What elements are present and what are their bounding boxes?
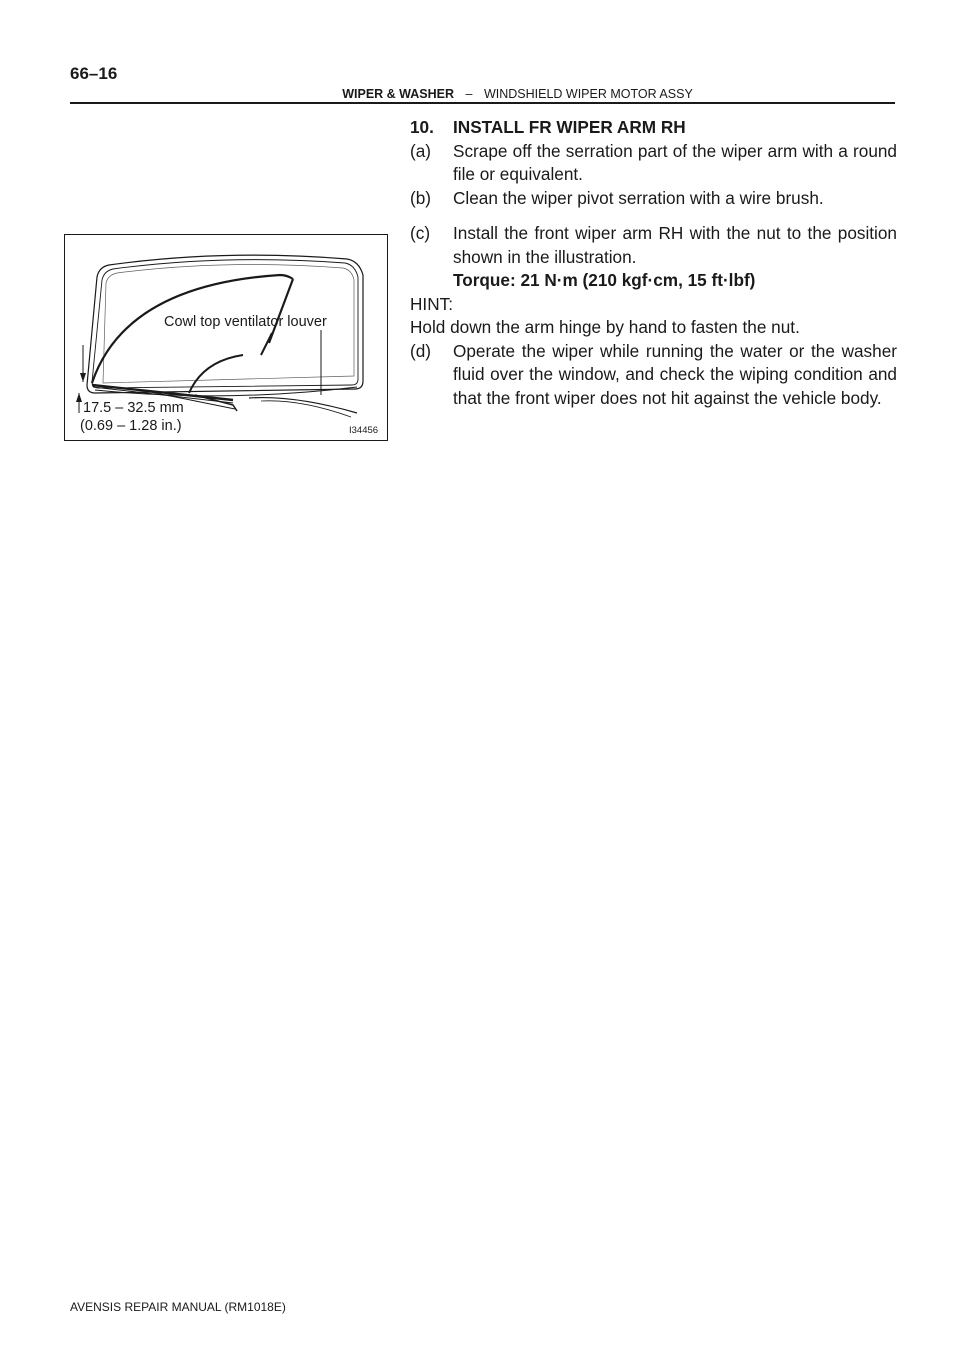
substep-label: (a) bbox=[410, 140, 432, 161]
page-number: 66–16 bbox=[70, 64, 118, 83]
substep-text: Clean the wiper pivot serration with a wire brush. bbox=[453, 187, 824, 208]
arrow-down-icon bbox=[80, 373, 86, 382]
substep-c bbox=[410, 222, 897, 269]
substep-a bbox=[410, 140, 897, 187]
substep-label: (c) bbox=[410, 223, 431, 243]
hint-label: HINT: bbox=[410, 293, 453, 314]
procedure-text bbox=[410, 116, 897, 410]
footer-manual-id: AVENSIS REPAIR MANUAL (RM1018E) bbox=[70, 1300, 286, 1314]
subsection-title: WINDSHIELD WIPER MOTOR ASSY bbox=[483, 87, 693, 101]
louver-label: Cowl top ventilator louver bbox=[164, 314, 327, 330]
substep-d bbox=[410, 340, 897, 411]
wiper-arm-illustration bbox=[64, 234, 388, 441]
step-heading bbox=[410, 116, 897, 140]
dimension-in: (0.69 – 1.28 in.) bbox=[80, 418, 182, 434]
step-number: 10. bbox=[410, 117, 434, 137]
section-title: WIPER & WASHER bbox=[342, 87, 455, 101]
step-title: INSTALL FR WIPER ARM RH bbox=[453, 117, 686, 137]
substep-text: Operate the wiper while running the water or the washer fluid over the window, and check the wiping condition and that the front wiper does not hit against the vehicle body. bbox=[453, 340, 897, 408]
hint-text: Hold down the arm hinge by hand to fasten the nut. bbox=[410, 317, 800, 337]
torque-spec: Torque: 21 N·m (210 kgf·cm, 15 ft·lbf) bbox=[453, 270, 756, 290]
substep-text: Scrape off the serration part of the wiper arm with a round file or equivalent. bbox=[453, 140, 897, 184]
substep-label: (b) bbox=[410, 187, 432, 208]
header-rule bbox=[70, 102, 895, 104]
running-header bbox=[70, 87, 895, 101]
arrow-up-icon bbox=[76, 393, 82, 402]
figure-id: I34456 bbox=[349, 425, 379, 436]
substep-text: Install the front wiper arm RH with the nut to the position shown in the illustration. bbox=[453, 223, 897, 267]
substep-b bbox=[410, 187, 897, 211]
header-separator: – bbox=[465, 87, 473, 101]
dimension-mm: 17.5 – 32.5 mm bbox=[83, 400, 184, 416]
substep-label: (d) bbox=[410, 340, 432, 361]
